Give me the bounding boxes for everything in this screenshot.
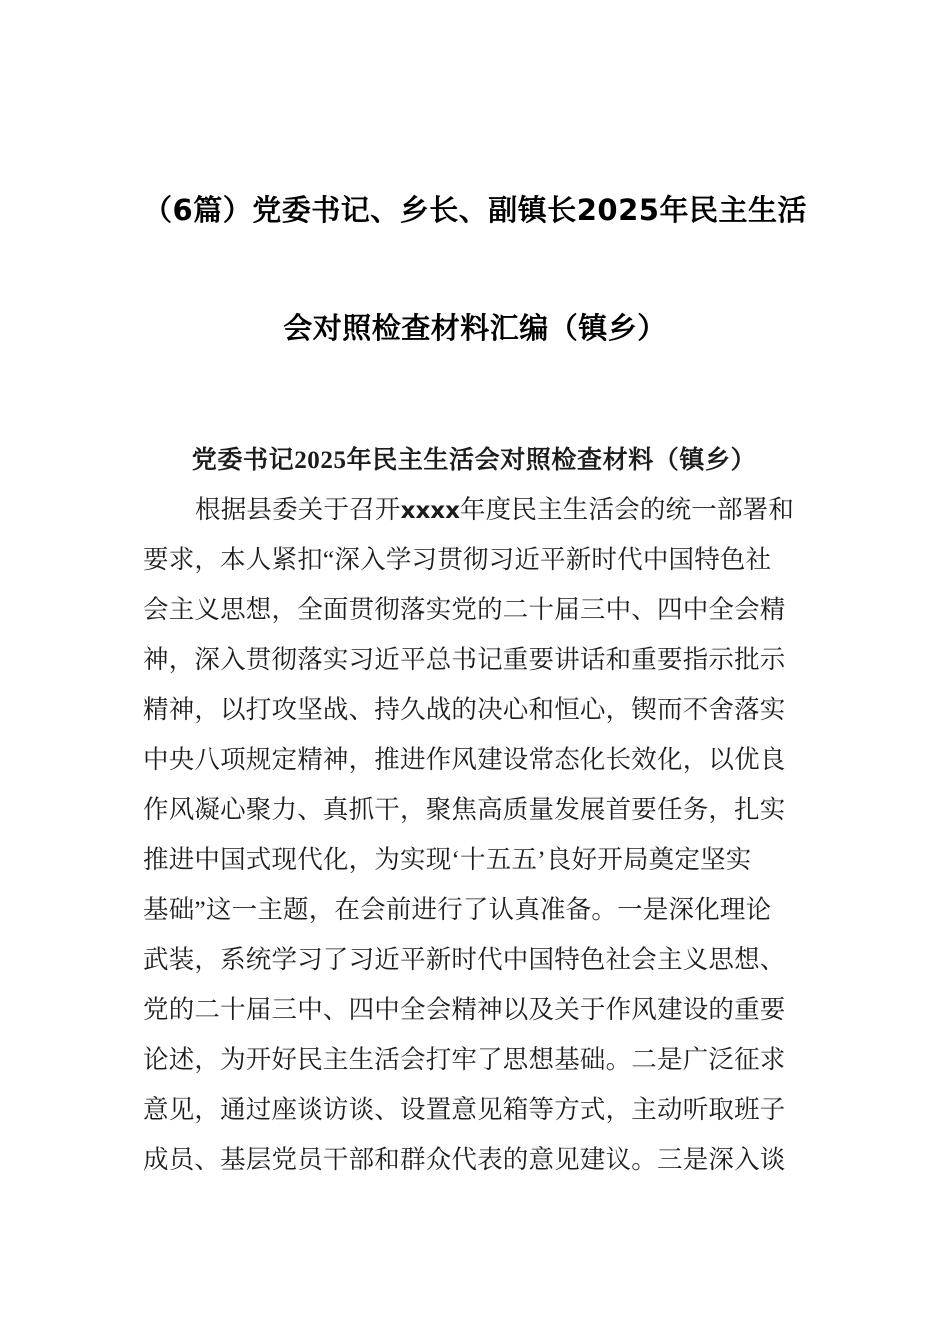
body-line: 神，深入贯彻落实习近平总书记重要讲话和重要指示批示 <box>143 645 786 674</box>
body-line: 党的二十届三中、四中全会精神以及关于作风建设的重要 <box>143 995 786 1024</box>
body-line: 精神，以打攻坚战、持久战的决心和恒心，锲而不舍落实 <box>143 695 786 724</box>
body-line: 中央八项规定精神，推进作风建设常态化长效化，以优良 <box>143 745 786 774</box>
body-line-1-before: 根据县委关于召开 <box>195 495 401 524</box>
body-line <box>143 485 807 535</box>
body-line: 基础”这一主题，在会前进行了认真准备。一是深化理论 <box>143 895 772 924</box>
body-line: 会主义思想，全面贯彻落实党的二十届三中、四中全会精 <box>143 595 786 624</box>
body-line: 成员、基层党员干部和群众代表的意见建议。三是深入谈 <box>143 1145 786 1174</box>
body-line: 要求，本人紧扣“深入学习贯彻习近平新时代中国特色社 <box>143 545 772 574</box>
body-text <box>143 485 807 1185</box>
body-line: 作风凝心聚力、真抓干，聚焦高质量发展首要任务，扎实 <box>143 795 786 824</box>
document-title-line-2: 会对照检查材料汇编（镇乡） <box>283 311 667 346</box>
body-line-1-after: 年度民主生活会的统一部署和 <box>459 495 795 524</box>
document-title-line-1: （6篇）党委书记、乡长、副镇长2025年民主生活 <box>143 193 807 228</box>
section-heading: 党委书记2025年民主生活会对照检查材料（镇乡） <box>191 446 757 474</box>
document-title <box>72 151 878 387</box>
body-line: 武装，系统学习了习近平新时代中国特色社会主义思想、 <box>143 945 786 974</box>
body-line: 意见，通过座谈访谈、设置意见箱等方式，主动听取班子 <box>143 1095 786 1124</box>
body-line: 推进中国式现代化，为实现‘十五五’良好开局奠定坚实 <box>143 845 752 874</box>
year-placeholder: xxxx <box>400 498 460 524</box>
body-line: 论述，为开好民主生活会打牢了思想基础。二是广泛征求 <box>143 1045 786 1074</box>
